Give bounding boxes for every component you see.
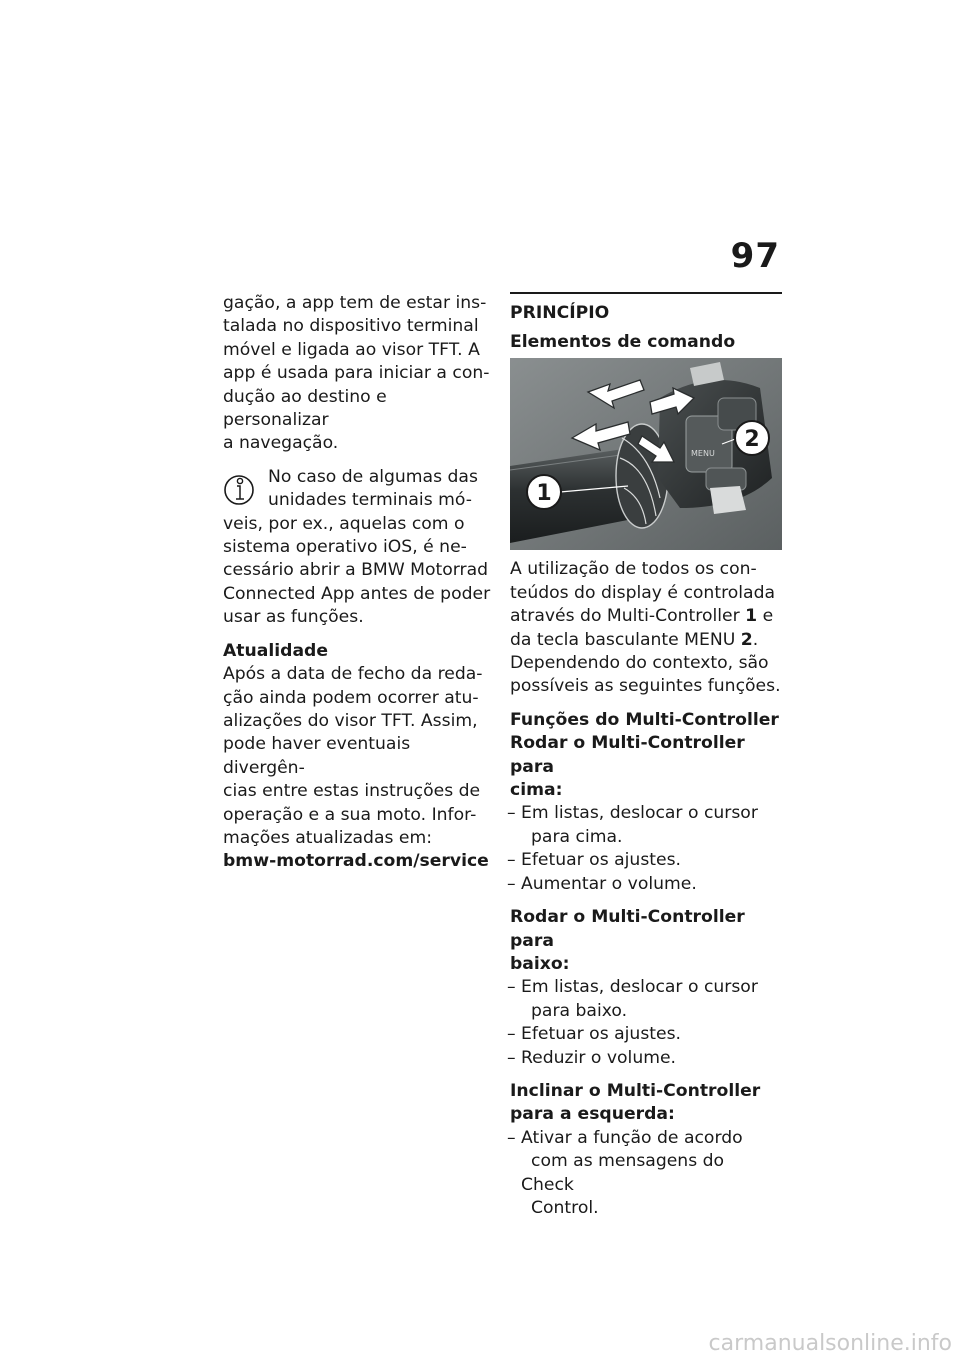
- info-note: [223, 466, 493, 630]
- functions-heading: Funções do Multi-Controller: [510, 709, 779, 730]
- note-line: cessário abrir a BMW Motorrad: [223, 560, 489, 581]
- note-text: [223, 466, 493, 630]
- intro-line: a navegação.: [223, 433, 339, 454]
- desc-text: e: [757, 606, 774, 627]
- callout-1: 1: [536, 481, 552, 507]
- list-item-text: com as mensagens do Check: [521, 1151, 725, 1195]
- info-icon: [223, 468, 255, 508]
- list-item-text: para cima.: [531, 826, 623, 847]
- menu-button-label: MENU: [691, 449, 715, 459]
- update-line: mações atualizadas em:: [223, 827, 433, 848]
- list-item-text: Ativar a função de acordo: [521, 1127, 743, 1148]
- list-item-text: Control.: [531, 1197, 599, 1218]
- list-item: [510, 1047, 782, 1070]
- indicator-switch: [710, 486, 746, 514]
- ref-1: 1: [745, 606, 758, 627]
- desc-line: da tecla basculante MENU: [510, 629, 741, 650]
- intro-line: móvel e ligada ao visor TFT. A: [223, 339, 480, 360]
- intro-line: app é usada para iniciar a con-: [223, 363, 490, 384]
- group-heading-rotate-up: [510, 732, 782, 802]
- group-heading-tilt-left: [510, 1080, 782, 1127]
- service-url[interactable]: bmw-motorrad.com/service: [223, 851, 489, 872]
- list-item: [510, 802, 782, 849]
- update-line: alizações do visor TFT. Assim,: [223, 710, 478, 731]
- intro-line: dução ao destino e personalizar: [223, 386, 387, 431]
- page-number: 97: [730, 236, 780, 276]
- list-item-text: Aumentar o volume.: [521, 873, 697, 894]
- watermark: carmanualsonline.info: [708, 1331, 952, 1356]
- list-tilt-left: [510, 1127, 782, 1221]
- list-item-text: Reduzir o volume.: [521, 1047, 676, 1068]
- update-paragraph: [223, 663, 493, 874]
- intro-paragraph: [223, 292, 493, 456]
- desc-line: através do Multi-Controller: [510, 606, 746, 627]
- desc-text: .: [752, 629, 759, 650]
- callout-2: 2: [744, 427, 760, 453]
- list-item: [510, 976, 782, 1023]
- section-title: PRINCÍPIO: [510, 303, 610, 323]
- left-column: [223, 292, 493, 874]
- group-heading-line: Inclinar o Multi-Controller: [510, 1080, 761, 1101]
- update-heading: Atualidade: [223, 640, 328, 661]
- update-line: operação e a sua moto. Infor-: [223, 804, 477, 825]
- group-heading-line: baixo:: [510, 953, 570, 974]
- list-item: [510, 873, 782, 896]
- list-item-text: Em listas, deslocar o cursor: [521, 803, 758, 824]
- list-item: [510, 849, 782, 872]
- update-line: pode haver eventuais divergên-: [223, 734, 411, 778]
- intro-line: gação, a app tem de estar ins-: [223, 293, 487, 313]
- list-item-text: Efetuar os ajustes.: [521, 850, 681, 871]
- handlebar-illustration: [510, 358, 782, 550]
- controls-subheading: Elementos de comando: [510, 332, 736, 352]
- intro-line: talada no dispositivo terminal: [223, 316, 479, 337]
- desc-line: possíveis as seguintes funções.: [510, 676, 781, 697]
- note-line: usar as funções.: [223, 607, 364, 628]
- list-item: [510, 1127, 782, 1221]
- desc-line: teúdos do display é controlada: [510, 582, 776, 603]
- group-heading-line: Rodar o Multi-Controller para: [510, 907, 745, 951]
- right-column: [510, 292, 782, 1230]
- desc-line: Dependendo do contexto, são: [510, 653, 769, 674]
- section-divider: [510, 292, 782, 294]
- group-heading-line: cima:: [510, 780, 563, 801]
- group-heading-rotate-down: [510, 906, 782, 976]
- note-line: unidades terminais mó-: [268, 490, 472, 511]
- description-paragraph: [510, 558, 782, 698]
- update-line: cias entre estas instruções de: [223, 781, 481, 802]
- note-line: veis, por ex., aquelas com o: [223, 513, 465, 534]
- ref-2: 2: [740, 629, 753, 650]
- update-line: ção ainda podem ocorrer atu-: [223, 687, 479, 708]
- list-item-text: para baixo.: [531, 1000, 628, 1021]
- list-rotate-up: [510, 802, 782, 896]
- list-rotate-down: [510, 976, 782, 1070]
- list-item-text: Em listas, deslocar o cursor: [521, 977, 758, 998]
- desc-line: A utilização de todos os con-: [510, 559, 757, 580]
- note-line: No caso de algumas das: [268, 466, 478, 487]
- update-line: Após a data de fecho da reda-: [223, 664, 483, 685]
- group-heading-line: para a esquerda:: [510, 1104, 675, 1125]
- list-item-text: Efetuar os ajustes.: [521, 1024, 681, 1045]
- handlebar-controls-figure: [510, 358, 782, 550]
- note-line: sistema operativo iOS, é ne-: [223, 537, 467, 558]
- group-heading-line: Rodar o Multi-Controller para: [510, 733, 745, 777]
- note-line: Connected App antes de poder: [223, 583, 491, 604]
- list-item: [510, 1023, 782, 1046]
